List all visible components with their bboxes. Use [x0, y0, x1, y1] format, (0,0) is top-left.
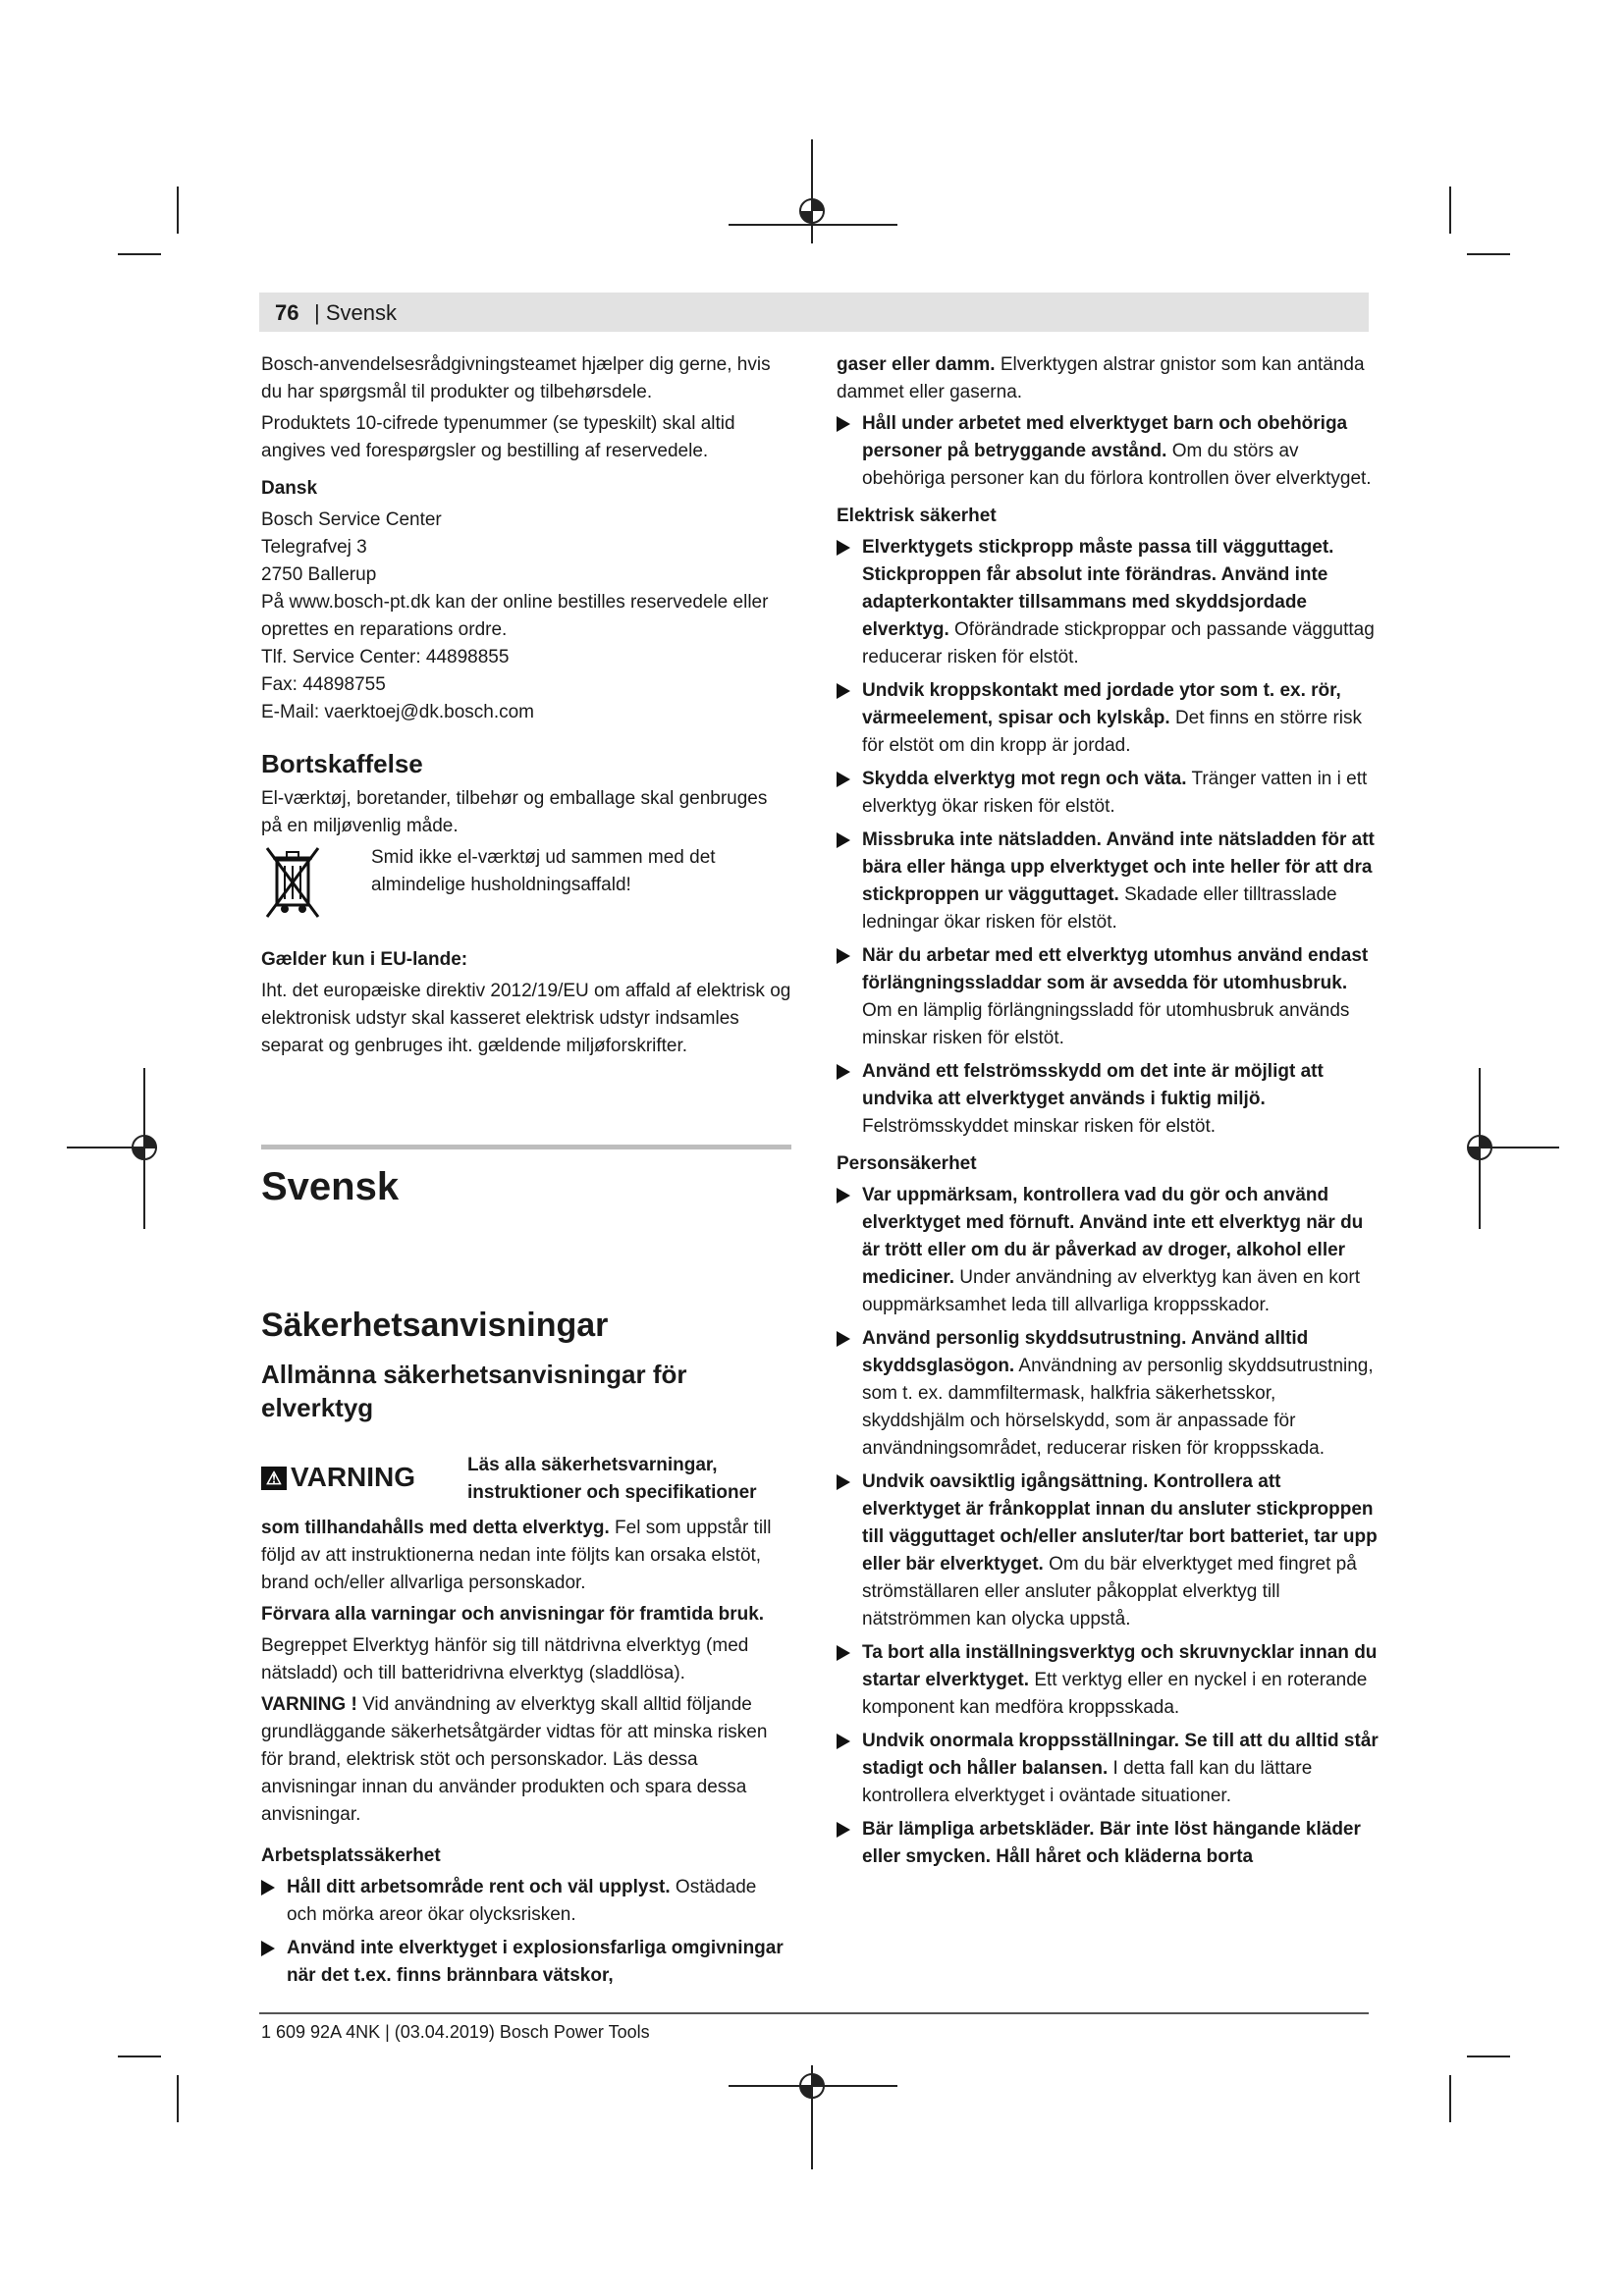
continuation-text: Elverktygen alstrar gnistor som kan antända dammet eller gaserna. [837, 354, 1365, 402]
bullet-bold: Var uppmärksam, kontrollera vad du gör och använd elverktyget med förnuft. Använd inte ett elverktyg när du är trött eller om du är påverkad av droger, alkohol eller mediciner. [862, 1185, 1364, 1288]
registration-line [811, 139, 813, 243]
bullet-item [837, 1325, 1379, 1463]
bullet-item [837, 1639, 1379, 1722]
crossed-bin-icon [263, 844, 322, 923]
bullet-item [837, 1182, 1379, 1319]
bullet-text: Om du bär elverktyget med fingret på strömställaren eller ansluter påkopplat elverktyg till nätströmmen kan olycka uppstå. [862, 1554, 1357, 1629]
warning-label-text: VARNING [291, 1462, 416, 1492]
subheading-arbetsplats: Arbetsplatssäkerhet [261, 1845, 441, 1866]
bullet-triangle-icon [837, 1822, 850, 1838]
bullet-triangle-icon [837, 772, 850, 787]
subheading-dansk: Dansk [261, 478, 318, 499]
paragraph: Bosch-anvendelsesrådgivningsteamet hjælper dig gerne, hvis du har spørgsmål til produkter og tilbehørsdele. [261, 354, 771, 402]
bullet-text: Tränger vatten in i ett elverktyg ökar risken för elstöt. [862, 769, 1368, 817]
bullet-bold: När du arbetar med ett elverktyg utomhus använd endast förlängningssladdar som är avsedda för utomhusbruk. [862, 945, 1369, 993]
crop-mark [1449, 2075, 1451, 2122]
bullet-triangle-icon [261, 1880, 275, 1896]
bullet-item [261, 1874, 791, 1929]
bullet-item [837, 410, 1379, 493]
paragraph: Begreppet Elverktyg hänför sig till nätdrivna elverktyg (med nätsladd) och till batteridrivna elverktyg (sladdlösa). [261, 1635, 749, 1683]
bullet-triangle-icon [837, 948, 850, 964]
crop-mark [177, 187, 179, 234]
page-footer: 1 609 92A 4NK | (03.04.2019) Bosch Power Tools [261, 2022, 650, 2042]
subheading-eu: Gælder kun i EU-lande: [261, 949, 468, 970]
crop-mark [1449, 187, 1451, 234]
bullet-text: Under användning av elverktyg kan även en kort ouppmärksamhet leda till allvarliga kroppsskador. [862, 1267, 1360, 1315]
page-header [259, 293, 1369, 332]
bullet-bold: Undvik kroppskontakt med jordade ytor som t. ex. rör, värmeelement, spisar och kylskåp. [862, 680, 1341, 728]
bullet-item [837, 534, 1379, 671]
bullet-text: Ett verktyg eller en nyckel i en roterande komponent kan medföra kroppsskada. [862, 1670, 1368, 1718]
disposal-notice [261, 844, 791, 929]
warning-bold: som tillhandahålls med detta elverktyg. [261, 1518, 610, 1538]
bullet-text: Användning av personlig skyddsutrustning, som t. ex. dammfiltermask, halkfria säkerhetsskor, skyddshjälm och hörselskydd, som är anpassade för användningsområdet, reducerar risken för kroppsskada. [862, 1356, 1374, 1459]
bullet-triangle-icon [837, 540, 850, 556]
bullet-triangle-icon [837, 683, 850, 699]
bullet-bold: Använd personlig skyddsutrustning. Använd alltid skyddsglasögon. [862, 1328, 1309, 1376]
address-line: E-Mail: vaerktoej@dk.bosch.com [261, 702, 534, 722]
bullet-text: Felströmsskyddet minskar risken för elstöt. [862, 1116, 1217, 1137]
bullet-item [837, 1816, 1379, 1871]
continuation-bold: gaser eller damm. [837, 354, 996, 375]
paragraph: Iht. det europæiske direktiv 2012/19/EU om affald af elektrisk og elektronisk udstyr skal kasseret elektrisk udstyr indsamles separat og genbruges iht. gældende miljøforskrifter. [261, 981, 791, 1056]
disposal-text: Smid ikke el-værktøj ud sammen med det almindelige husholdningsaffald! [371, 847, 716, 895]
warning-triangle-icon: ⚠ [261, 1467, 287, 1490]
bullet-bold: Använd ett felströmsskydd om det inte är möjligt att undvika att elverktyget används i fuktig miljö. [862, 1061, 1324, 1109]
bullet-triangle-icon [837, 832, 850, 848]
bullet-text: Om du störs av obehöriga personer kan du förlora kontrollen över elverktyget. [862, 441, 1372, 489]
bullet-item [261, 1935, 791, 1990]
bullet-item [837, 1728, 1379, 1810]
bullet-triangle-icon [837, 416, 850, 432]
address-line: Bosch Service Center [261, 509, 442, 530]
bullet-item [837, 1468, 1379, 1633]
warning-label [261, 1464, 415, 1491]
warning-heading: Läs alla säkerhetsvarningar, instruktioner och specifikationer [467, 1455, 757, 1503]
crop-mark [1467, 253, 1510, 255]
bullet-bold: Missbruka inte nätsladden. Använd inte nätsladden för att bära eller hänga upp elverktyget och inte heller för att dra stickproppen ur vägguttaget. [862, 829, 1375, 905]
subheading-elektrisk: Elektrisk säkerhet [837, 506, 997, 526]
bullet-text: I detta fall kan du lättare kontrollera elverktyget i oväntade situationer. [862, 1758, 1313, 1806]
registration-target-icon [795, 2069, 829, 2103]
bullet-bold: Ta bort alla inställningsverktyg och skruvnycklar innan du startar elverktyget. [862, 1642, 1378, 1690]
bullet-triangle-icon [261, 1941, 275, 1956]
bullet-text: Ostädade och mörka areor ökar olycksrisken. [287, 1877, 757, 1925]
bullet-item [837, 766, 1379, 821]
address-line: Fax: 44898755 [261, 674, 386, 695]
bullet-triangle-icon [837, 1734, 850, 1749]
bullet-text: Oförändrade stickproppar och passande vägguttag reducerar risken för elstöt. [862, 619, 1375, 667]
bullet-text: Om en lämplig förlängningssladd för utomhusbruk används minskar risken för elstöt. [862, 1000, 1350, 1048]
bullet-triangle-icon [837, 1474, 850, 1490]
bullet-triangle-icon [837, 1188, 850, 1203]
crop-mark [177, 2075, 179, 2122]
bullet-triangle-icon [837, 1331, 850, 1347]
paragraph: El-værktøj, boretander, tilbehør og emballage skal genbruges på en miljøvenlig måde. [261, 788, 768, 836]
page-number: 76 [275, 300, 299, 325]
crop-mark [118, 253, 161, 255]
heading-allmanna: Allmänna säkerhetsanvisningar för elverktyg [261, 1360, 687, 1422]
bullet-bold: Håll under arbetet med elverktyget barn och obehöriga personer på betryggande avstånd. [862, 413, 1348, 461]
registration-target-icon [795, 194, 829, 228]
bullet-bold: Elverktygets stickpropp måste passa till vägguttaget. Stickproppen får absolut inte förändras. Använd inte adapterkontakter tillsammans med skyddsjordade elverktyg. [862, 537, 1334, 640]
paragraph-forvara: Förvara alla varningar och anvisningar för framtida bruk. [261, 1604, 765, 1625]
continuation-paragraph [837, 351, 1379, 406]
bullet-item [837, 1058, 1379, 1141]
right-column [837, 351, 1379, 1877]
bullet-text: Det finns en större risk för elstöt om din kropp är jordad. [862, 708, 1363, 756]
registration-target-icon [128, 1131, 161, 1164]
address-line: På www.bosch-pt.dk kan der online bestilles reservedele eller oprettes en reparations ordre. [261, 592, 769, 640]
crop-mark [118, 2056, 161, 2057]
section-divider [261, 1145, 791, 1149]
bullet-bold: Undvik oavsiktlig igångsättning. Kontrollera att elverktyget är frånkopplat innan du ansluter stickproppen till vägguttaget och/eller ansluter/tar bort batteriet, tar upp eller bär elverktyget. [862, 1471, 1378, 1575]
warning-paragraph [261, 1691, 791, 1829]
varning-text: Vid användning av elverktyg skall alltid följande grundläggande säkerhetsåtgärder vidtas för att minska risken för brand, elektrisk stöt och personskador. Läs dessa anvisningar innan du använder produkten och spara dessa anvisningar. [261, 1694, 768, 1825]
warning-block [261, 1452, 791, 1515]
address-line: Telegrafvej 3 [261, 537, 367, 558]
heading-svensk: Svensk [261, 1165, 400, 1208]
bullet-bold: Använd inte elverktyget i explosionsfarliga omgivningar när det t.ex. finns brännbara vätskor, [287, 1938, 784, 1986]
address-line: 2750 Ballerup [261, 564, 377, 585]
bullet-item [837, 942, 1379, 1052]
bullet-triangle-icon [837, 1064, 850, 1080]
header-language: | Svensk [314, 300, 397, 325]
subheading-personsakerhet: Personsäkerhet [837, 1153, 977, 1174]
left-column [261, 351, 791, 1996]
varning-bold: VARNING ! [261, 1694, 357, 1715]
heading-bortskaffelse: Bortskaffelse [261, 749, 423, 778]
warning-rest: Fel som uppstår till följd av att instruktionerna nedan inte följts kan orsaka elstöt, brand och/eller allvarliga personskador. [261, 1518, 772, 1593]
bullet-text: Skadade eller tilltrasslade ledningar ökar risken för elstöt. [862, 884, 1337, 933]
bullet-bold: Undvik onormala kroppsställningar. Se till att du alltid står stadigt och håller balansen. [862, 1731, 1379, 1779]
bullet-bold: Håll ditt arbetsområde rent och väl upplyst. [287, 1877, 671, 1897]
bullet-bold: Skydda elverktyg mot regn och väta. [862, 769, 1187, 789]
crop-mark [1467, 2056, 1510, 2057]
bullet-bold: Bär lämpliga arbetskläder. Bär inte löst hängande kläder eller smycken. Håll håret och kläderna borta [862, 1819, 1361, 1867]
bullet-item [837, 827, 1379, 936]
bullet-triangle-icon [837, 1645, 850, 1661]
bullet-item [837, 677, 1379, 760]
footer-rule [259, 2012, 1369, 2014]
registration-target-icon [1463, 1131, 1496, 1164]
address-line: Tlf. Service Center: 44898855 [261, 647, 510, 667]
warning-paragraph [261, 1515, 791, 1597]
heading-sakerhetsanvisningar: Säkerhetsanvisningar [261, 1307, 609, 1344]
paragraph: Produktets 10-cifrede typenummer (se typeskilt) skal altid angives ved forespørgsler og bestilling af reservedele. [261, 413, 735, 461]
